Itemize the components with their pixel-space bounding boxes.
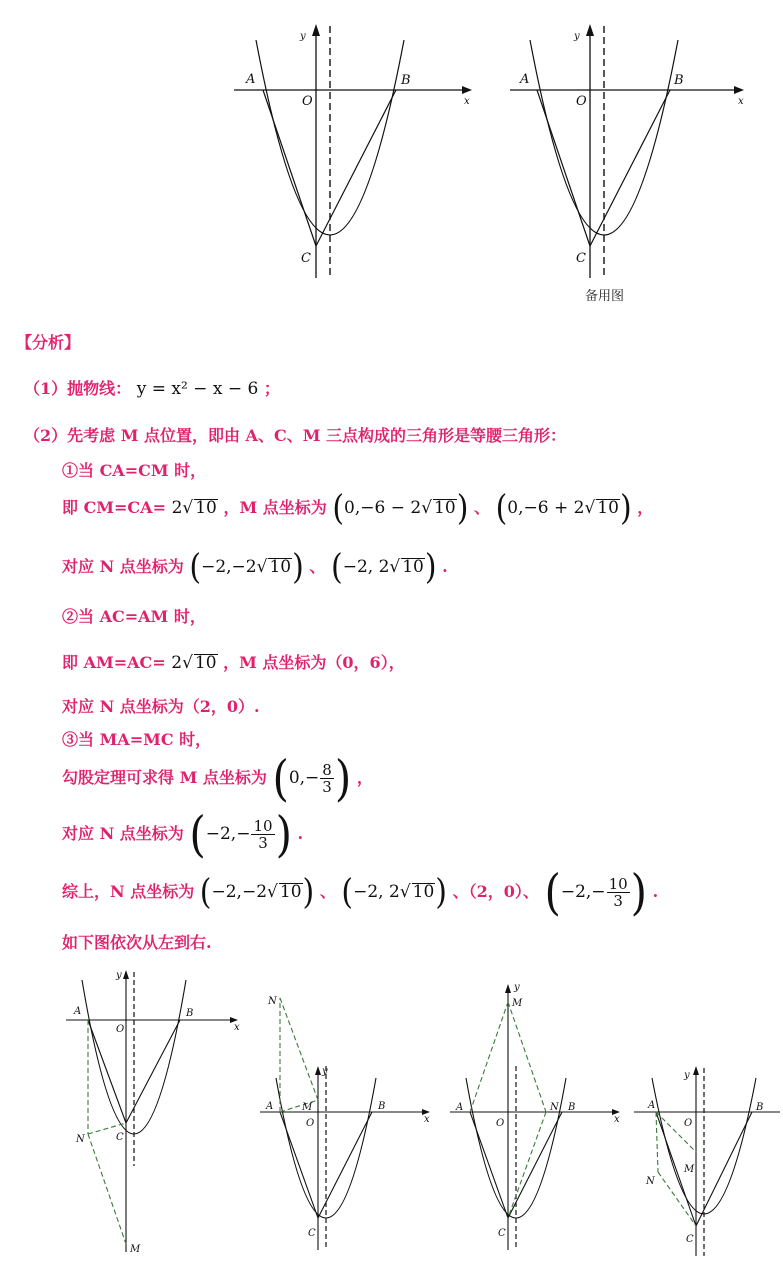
segment-bc <box>590 90 670 246</box>
label-x: x <box>464 96 470 107</box>
sep: 、 <box>473 498 490 517</box>
label-n: N <box>550 1102 559 1113</box>
label-x: x <box>614 1114 620 1125</box>
analysis-heading: 【分析】 <box>16 333 81 352</box>
label-m: M <box>684 1164 695 1175</box>
label-x: x <box>424 1114 430 1125</box>
top-figure-spare <box>504 22 754 284</box>
segment-bc <box>696 1112 752 1226</box>
case2-line1-mid: ，M 点坐标为（0，6）， <box>223 653 405 672</box>
label-a: A <box>74 1006 82 1017</box>
case2-line1-prefix: 即 AM=AC= <box>62 653 166 672</box>
summary-line: 综上，N 点坐标为 (−2,−2√ 10) 、 (−2, 2√ 10) 、（2，0）、 (−2,− $\frac{10}{3}$ ) . <box>62 864 659 921</box>
spare-figure-caption: 备用图 <box>585 289 625 304</box>
case1-line2: 对应 N 点坐标为 (−2,−2√ 10) 、 (−2, 2√ 10) . <box>62 547 448 588</box>
label-y: y <box>684 1070 690 1081</box>
label-a: A <box>520 72 530 87</box>
label-a: A <box>266 1101 274 1112</box>
m1-coord-b: 0,−6 + 2 <box>507 498 585 518</box>
summary-mid: 、（2，0）、 <box>452 882 539 901</box>
m1-coord-a: 0,−6 − 2 <box>344 498 422 518</box>
m3-coord: 0,− <box>288 768 320 788</box>
label-o: O <box>306 1118 315 1129</box>
case1-line1: 即 CM=CA= 2√ 10 ，M 点坐标为 (0,−6 − 2√ 10) 、 (0,−6 + 2√ 10) ， <box>62 488 654 529</box>
label-c: C <box>498 1228 506 1239</box>
case1-line1-prefix: 即 CM=CA= <box>62 498 166 517</box>
label-b: B <box>674 73 684 88</box>
top-figure-main <box>228 22 478 284</box>
part1-line <box>24 376 280 399</box>
label-c: C <box>301 251 311 266</box>
part1-suffix: ； <box>263 379 280 398</box>
label-y: y <box>300 31 306 42</box>
label-n: N <box>268 996 277 1007</box>
dashed-nc <box>658 1172 696 1226</box>
label-o: O <box>116 1024 125 1035</box>
parabola-formula: y = x² − x − 6 <box>136 379 259 399</box>
label-m: M <box>302 1102 313 1113</box>
closing-line: 如下图依次从左到右. <box>62 933 212 952</box>
dashed-mn <box>508 1002 546 1112</box>
dashed-nc <box>508 1112 546 1218</box>
label-b: B <box>756 1102 764 1113</box>
case3-line2: 对应 N 点坐标为 (−2,− $\frac{10}{3}$ ) . <box>62 806 304 863</box>
label-c: C <box>116 1132 124 1143</box>
label-n: N <box>646 1176 655 1187</box>
end-dot: . <box>442 557 448 576</box>
label-o: O <box>576 94 587 109</box>
y-axis-arrow-icon <box>315 1066 321 1075</box>
n1-coord-a: −2,−2 <box>201 557 257 577</box>
label-b: B <box>186 1008 194 1019</box>
label-a: A <box>648 1100 656 1111</box>
label-b: B <box>401 73 411 88</box>
sqrt-coef: 2 <box>171 498 183 518</box>
label-o: O <box>302 94 313 109</box>
label-o: O <box>684 1118 693 1129</box>
bottom-figure-3 <box>446 976 630 1256</box>
n1-coord-b: −2, 2 <box>342 557 390 577</box>
y-axis-arrow-icon <box>693 1066 699 1075</box>
label-b: B <box>568 1102 576 1113</box>
y-axis-arrow-icon <box>505 984 511 993</box>
case2-line2: 对应 N 点坐标为（2，0）. <box>62 697 260 716</box>
label-n: N <box>76 1134 85 1145</box>
bottom-figure-4 <box>630 1060 783 1260</box>
dashed-am <box>280 1100 318 1112</box>
segment-ac <box>537 90 590 246</box>
segment-ac <box>263 90 316 246</box>
segment-bc <box>316 90 396 246</box>
label-c: C <box>308 1228 316 1239</box>
case3-line2-prefix: 对应 N 点坐标为 <box>62 824 184 843</box>
label-x: x <box>738 96 744 107</box>
label-y: y <box>322 1066 328 1077</box>
label-y: y <box>574 31 580 42</box>
dashed-nm <box>88 1134 126 1244</box>
segment-ac <box>88 1020 126 1123</box>
dashed-nm <box>280 998 318 1100</box>
end-comma: ， <box>637 498 654 517</box>
part2-intro: （2）先考虑 M 点位置，即由 A、C、M 三点构成的三角形是等腰三角形： <box>24 426 566 445</box>
part1-prefix: （1）抛物线： <box>24 379 132 398</box>
case3-title: ③当 MA=MC 时， <box>62 730 212 749</box>
label-y: y <box>116 970 122 981</box>
y-axis-arrow-icon <box>123 970 129 979</box>
x-axis-arrow-icon <box>462 86 472 94</box>
label-a: A <box>246 72 256 87</box>
case1-title: ①当 CA=CM 时， <box>62 461 207 480</box>
dashed-am <box>470 1002 508 1112</box>
label-o: O <box>496 1118 505 1129</box>
label-a: A <box>456 1102 464 1113</box>
case1-line2-prefix: 对应 N 点坐标为 <box>62 557 184 576</box>
case2-line1: 即 AM=AC= 2√ 10 ，M 点坐标为（0，6）， <box>62 653 405 673</box>
x-axis-arrow-icon <box>734 86 744 94</box>
y-axis-arrow-icon <box>312 24 320 36</box>
label-c: C <box>576 251 586 266</box>
case3-line1-prefix: 勾股定理可求得 M 点坐标为 <box>62 768 267 787</box>
label-b: B <box>378 1101 386 1112</box>
label-c: C <box>686 1234 694 1245</box>
sqrt-value: 10 <box>195 498 217 518</box>
label-m: M <box>130 1244 141 1255</box>
n3-coord: −2,− <box>205 824 251 844</box>
summary-prefix: 综上，N 点坐标为 <box>62 882 195 901</box>
bottom-figure-2 <box>256 988 440 1256</box>
dashed-an <box>656 1112 658 1172</box>
case1-line1-mid: ，M 点坐标为 <box>223 498 327 517</box>
case2-title: ②当 AC=AM 时， <box>62 607 206 626</box>
case3-line1: 勾股定理可求得 M 点坐标为 (0,− $\frac{8}{3}$ ) ， <box>62 750 373 807</box>
label-x: x <box>234 1022 240 1033</box>
label-y: y <box>514 982 520 993</box>
y-axis-arrow-icon <box>586 24 594 36</box>
label-m: M <box>512 998 523 1009</box>
bottom-figure-1 <box>62 966 252 1258</box>
